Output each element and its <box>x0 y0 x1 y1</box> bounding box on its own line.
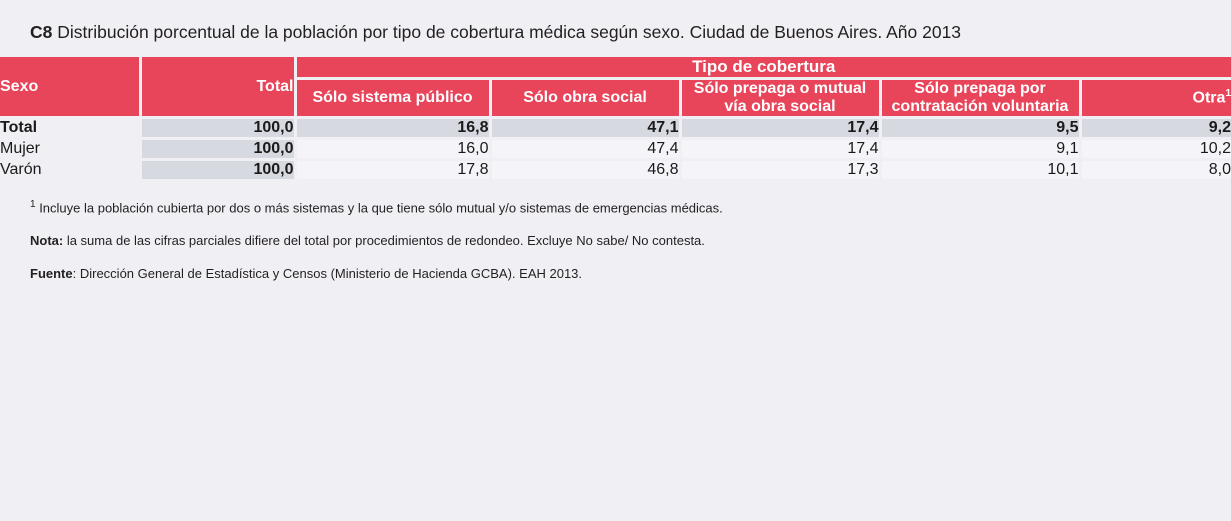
cell-value: 17,4 <box>680 118 880 139</box>
fuente-note <box>30 266 1201 283</box>
footnote-note-marker: 1 <box>30 199 36 210</box>
column-header-solo-prepaga-mutual: Sólo prepaga o mutual vía obra social <box>680 79 880 118</box>
column-header-solo-prepaga-voluntaria: Sólo prepaga por contratación voluntaria <box>880 79 1080 118</box>
fuente-text: : Dirección General de Estadística y Censos (Ministerio de Hacienda GCBA). EAH 2013. <box>72 266 583 282</box>
column-group-header-tipo-cobertura: Tipo de cobertura <box>295 57 1231 79</box>
table-header <box>0 57 1231 118</box>
cell-value: 47,4 <box>490 139 680 160</box>
column-header-otra <box>1080 79 1231 118</box>
nota-label: Nota: <box>30 233 64 249</box>
footnote-marker: 1 <box>1225 88 1231 100</box>
cell-value: 47,1 <box>490 118 680 139</box>
cell-value: 9,1 <box>880 139 1080 160</box>
cell-value: 8,0 <box>1080 160 1231 180</box>
column-header-solo-obra-social: Sólo obra social <box>490 79 680 118</box>
table-row <box>0 160 1231 180</box>
row-label: Mujer <box>0 139 140 160</box>
column-header-sexo: Sexo <box>0 57 140 118</box>
cell-value: 17,4 <box>680 139 880 160</box>
footnote-note-text: Incluye la población cubierta por dos o más sistemas y la que tiene sólo mutual y/o sistemas de emergencias médicas. <box>39 200 723 216</box>
cell-value: 16,0 <box>295 139 490 160</box>
cell-value: 17,3 <box>680 160 880 180</box>
row-total-value: 100,0 <box>140 160 295 180</box>
title-text: Distribución porcentual de la población por tipo de cobertura médica según sexo. Ciudad de Buenos Aires. Año 2013 <box>57 22 962 42</box>
page-title <box>0 0 1231 57</box>
notes-section <box>0 182 1231 293</box>
column-header-solo-sistema-publico: Sólo sistema público <box>295 79 490 118</box>
table-body <box>0 118 1231 180</box>
column-header-total: Total <box>140 57 295 118</box>
footnote-note <box>30 198 1201 217</box>
data-table <box>0 57 1231 179</box>
fuente-label: Fuente <box>30 266 73 282</box>
cell-value: 46,8 <box>490 160 680 180</box>
cell-value: 9,2 <box>1080 118 1231 139</box>
header-row-group <box>0 57 1231 79</box>
column-header-otra-label: Otra <box>1192 89 1226 107</box>
row-label: Total <box>0 118 140 139</box>
cell-value: 16,8 <box>295 118 490 139</box>
table-code: C8 <box>30 22 53 42</box>
row-label: Varón <box>0 160 140 180</box>
nota-text: la suma de las cifras parciales difiere del total por procedimientos de redondeo. Excluye No sabe/ No contesta. <box>63 233 705 249</box>
cell-value: 10,1 <box>880 160 1080 180</box>
row-total-value: 100,0 <box>140 139 295 160</box>
table-row <box>0 118 1231 139</box>
nota-note <box>30 233 1201 250</box>
cell-value: 17,8 <box>295 160 490 180</box>
cell-value: 10,2 <box>1080 139 1231 160</box>
cell-value: 9,5 <box>880 118 1080 139</box>
row-total-value: 100,0 <box>140 118 295 139</box>
table-row <box>0 139 1231 160</box>
